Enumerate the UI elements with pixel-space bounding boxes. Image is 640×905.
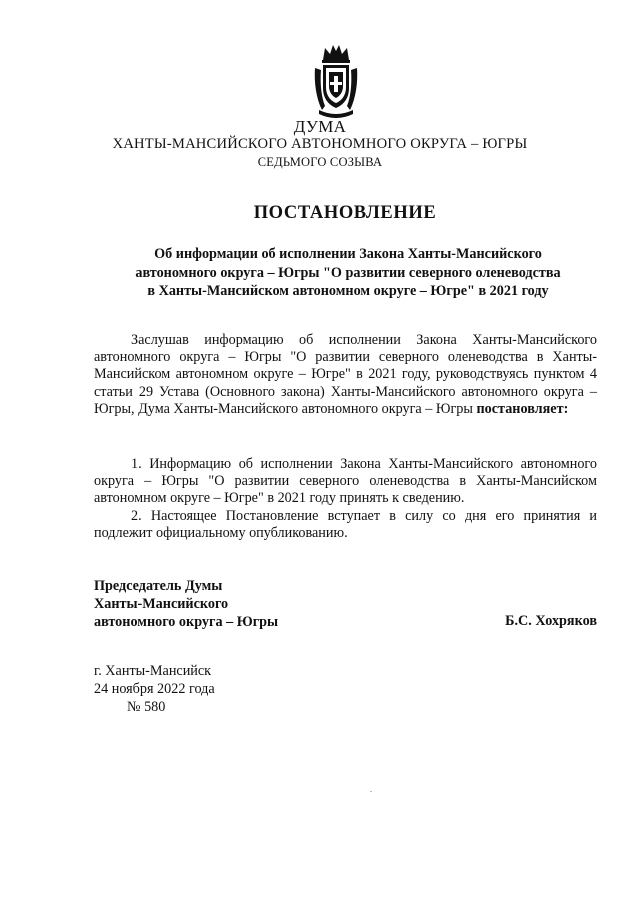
subject-line: Об информации об исполнении Закона Ханты-Мансийского [154, 246, 542, 262]
signatory-title-line: автономного округа – Югры [94, 614, 279, 630]
region-name: ХАНТЫ-МАНСИЙСКОГО АВТОНОМНОГО ОКРУГА – ЮГРЫ [112, 136, 528, 152]
date-label: 24 ноября 2022 года [94, 681, 215, 697]
city-label: г. Ханты-Мансийск [94, 663, 212, 679]
document-footer [94, 662, 215, 716]
resolution-item: 2. Настоящее Постановление вступает в силу со дня его принятия и подлежит официальному опубликованию. [94, 507, 597, 541]
signatory-name: Б.С. Хохряков [505, 613, 597, 629]
subject-line: в Ханты-Мансийском автономном округе – Югре" в 2021 году [147, 283, 549, 299]
document-number: № 580 [127, 699, 166, 715]
organization-name: ДУМА [293, 117, 347, 136]
resolution-items [94, 456, 597, 542]
signatory-title-line: Ханты-Мансийского [94, 596, 229, 612]
subject-line: автономного округа – Югры "О развитии северного оленеводства [135, 264, 561, 281]
preamble-text: Заслушав информацию об исполнении Закона Ханты-Мансийского автономного округа – Югры "О развитии северного оленеводства в Ханты-Мансийском автономном округе – Югре" в 2021 году, руководствуясь пунктом 4 статьи 29 Устава (Основного закона) Ханты-Мансийского автономного округа – Югры, Дума Ханты-Мансийского автономного округа – Югры [94, 332, 597, 417]
document-type-heading: ПОСТАНОВЛЕНИЕ [253, 203, 437, 223]
convocation-label: СЕДЬМОГО СОЗЫВА [257, 155, 383, 169]
preamble-paragraph [94, 332, 597, 418]
signatory-title-line: Председатель Думы [94, 578, 223, 594]
signatory-title [94, 577, 278, 631]
coat-of-arms-icon [313, 44, 359, 120]
resolves-keyword: постановляет: [476, 400, 569, 417]
document-subject [110, 245, 586, 301]
scan-speck [370, 791, 372, 792]
resolution-item: 1. Информацию об исполнении Закона Ханты-Мансийского автономного округа – Югры "О развитии северного оленеводства в Ханты-Мансийском автономном округе – Югре" в 2021 году принять к сведению. [94, 456, 597, 507]
